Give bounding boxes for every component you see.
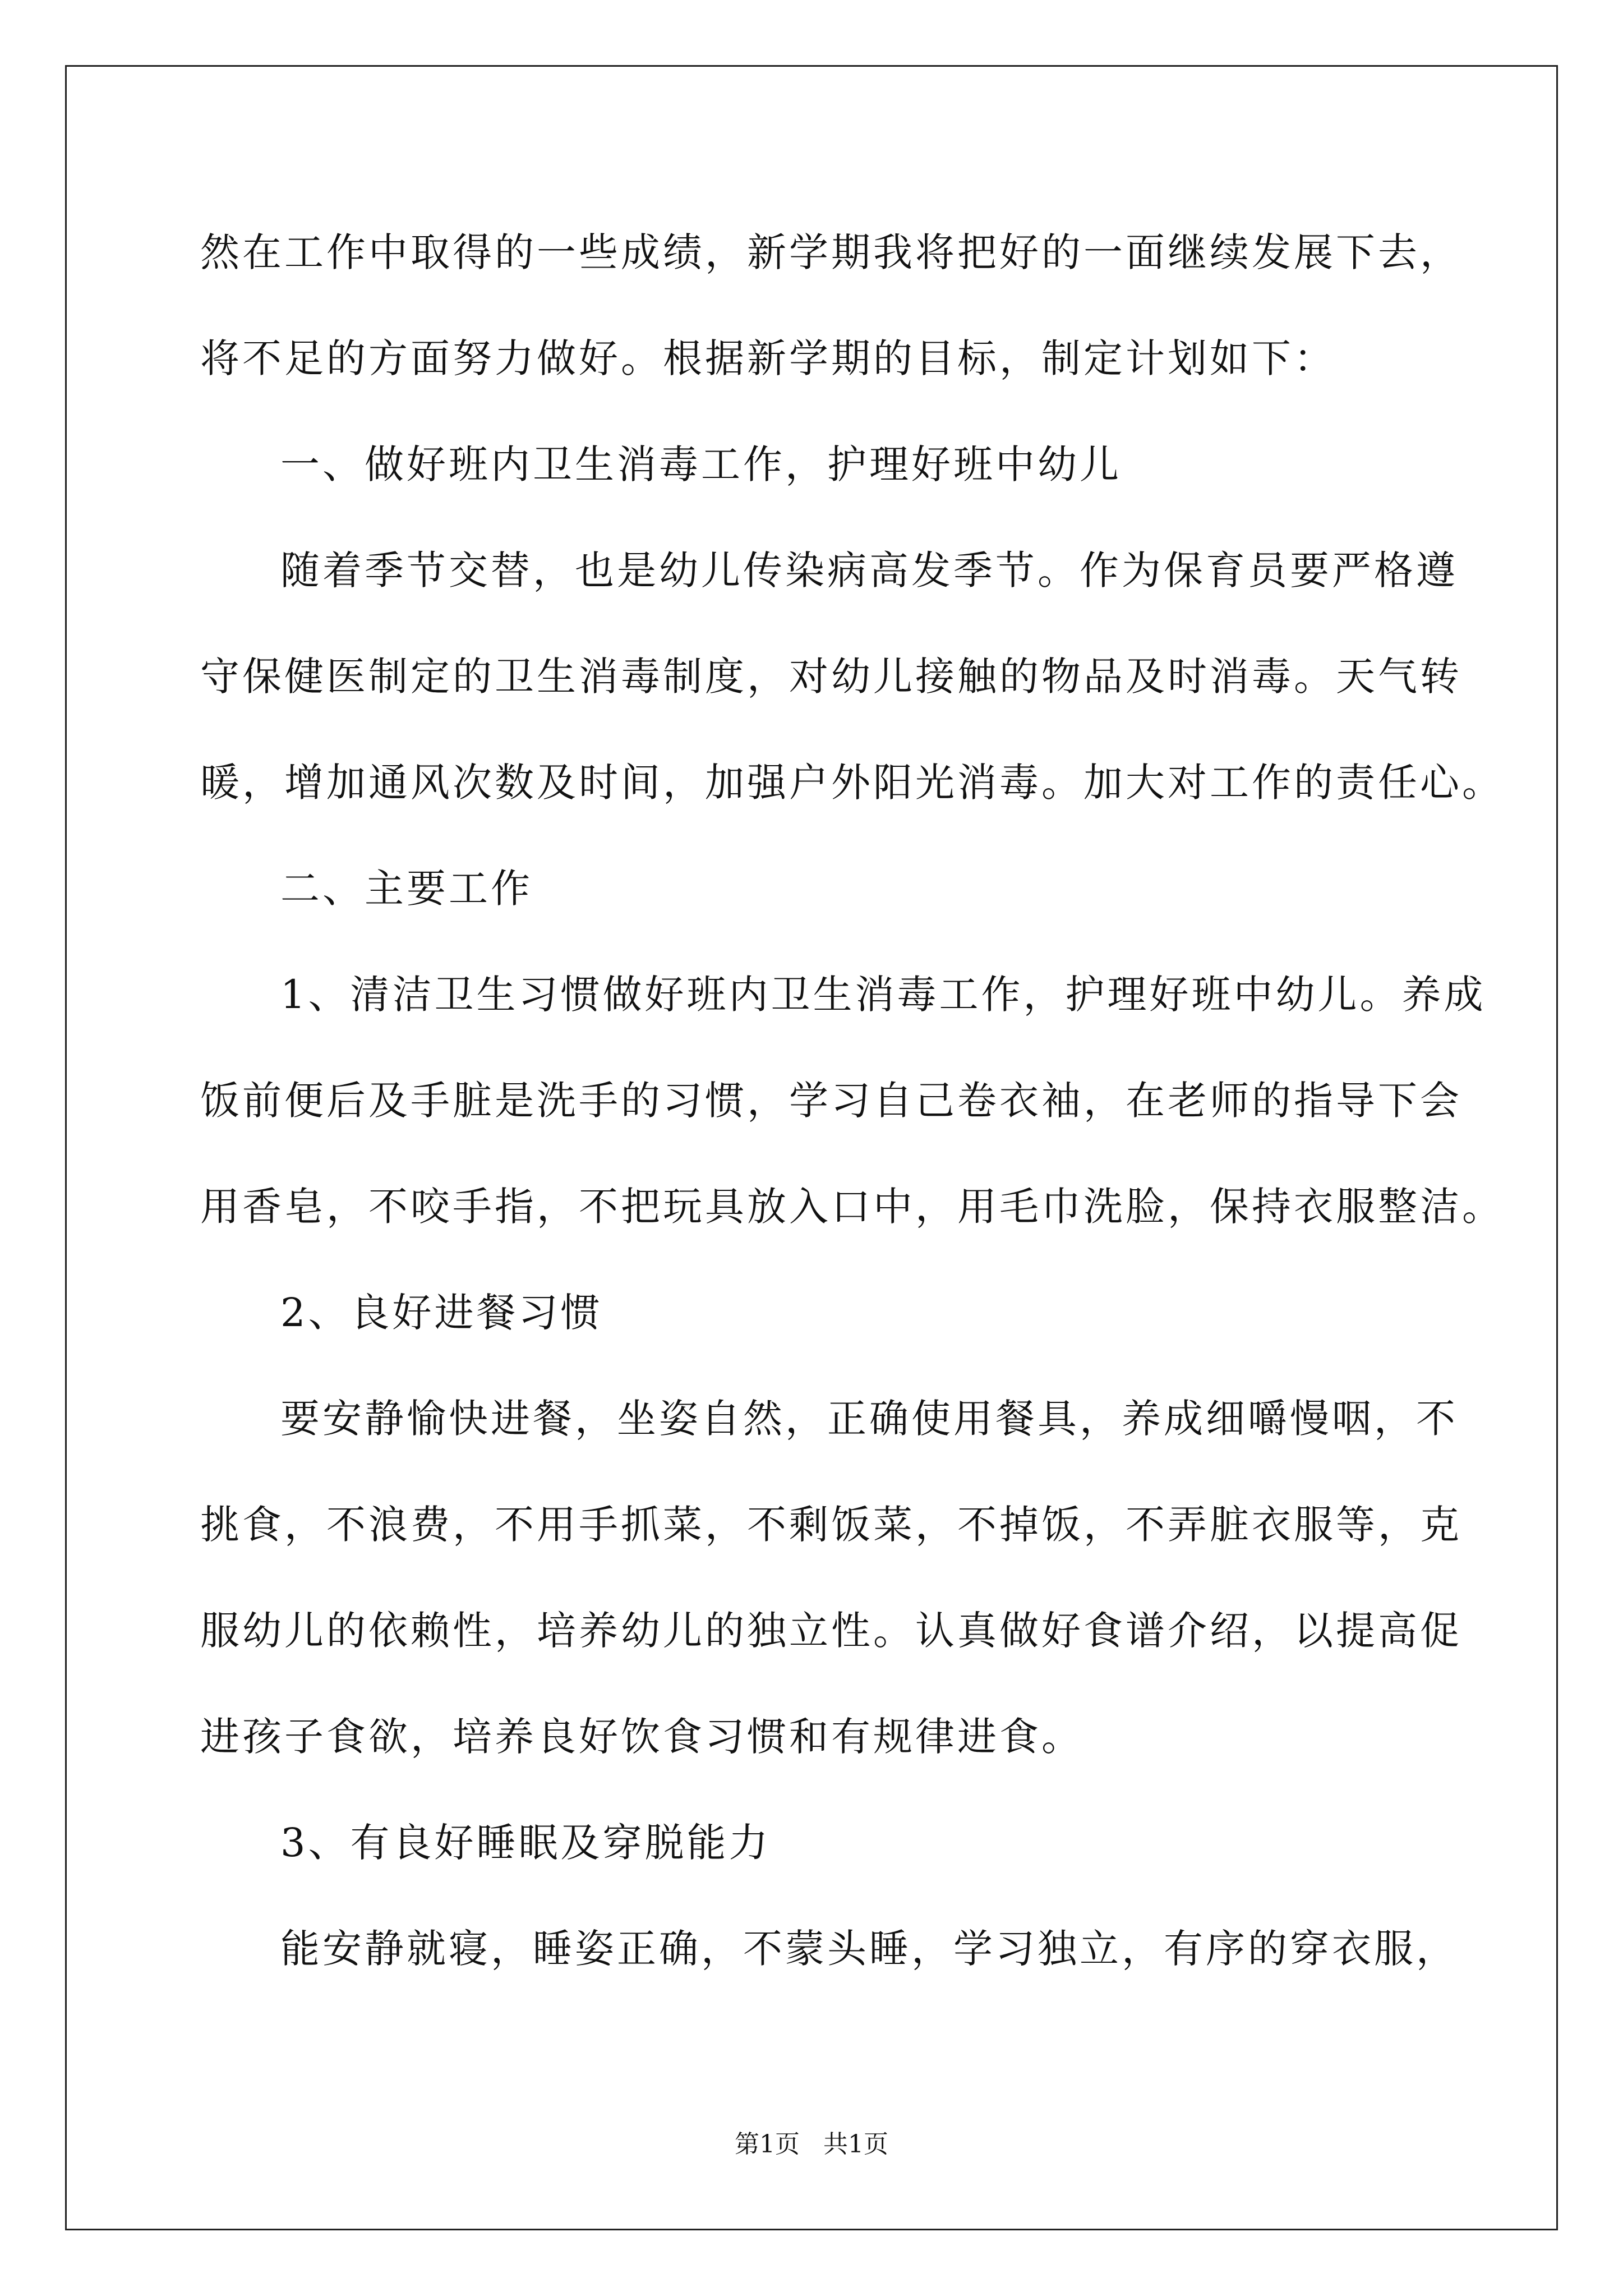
paragraph-first-line: 能安静就寝，睡姿正确，不蒙头睡，学习独立，有序的穿衣服，: [280, 1926, 1458, 1972]
paragraph-first-line: 随着季节交替，也是幼儿传染病高发季节。作为保育员要严格遵: [280, 547, 1458, 593]
section-heading: 一、做好班内卫生消毒工作，护理好班中幼儿: [280, 441, 1122, 487]
subsection-heading: 3、有良好睡眠及穿脱能力: [280, 1820, 771, 1866]
text-line: 服幼儿的依赖性，培养幼儿的独立性。认真做好食谱介绍，以提高促: [200, 1608, 1462, 1654]
text-line: 饭前便后及手脏是洗手的习惯，学习自己卷衣袖，在老师的指导下会: [200, 1078, 1462, 1124]
text-line: 然在工作中取得的一些成绩，新学期我将把好的一面继续发展下去，: [200, 229, 1462, 275]
text-line: 守保健医制定的卫生消毒制度，对幼儿接触的物品及时消毒。天气转: [200, 654, 1462, 700]
text-line: 用香皂，不咬手指，不把玩具放入口中，用毛巾洗脸，保持衣服整洁。: [200, 1184, 1504, 1230]
page-border: [65, 65, 1558, 2230]
section-heading: 二、主要工作: [280, 866, 533, 912]
paragraph-first-line: 要安静愉快进餐，坐姿自然，正确使用餐具，养成细嚼慢咽，不: [280, 1396, 1458, 1442]
text-line: 暖，增加通风次数及时间，加强户外阳光消毒。加大对工作的责任心。: [200, 760, 1504, 806]
paragraph-first-line: 1、清洁卫生习惯做好班内卫生消毒工作，护理好班中幼儿。养成: [280, 972, 1486, 1018]
text-line: 将不足的方面努力做好。根据新学期的目标，制定计划如下：: [200, 335, 1336, 381]
text-line: 进孩子食欲，培养良好饮食习惯和有规律进食。: [200, 1714, 1083, 1760]
subsection-heading: 2、良好进餐习惯: [280, 1290, 603, 1336]
text-line: 挑食，不浪费，不用手抓菜，不剩饭菜，不掉饭，不弄脏衣服等，克: [200, 1502, 1462, 1548]
page-footer: 第1页 共1页: [735, 2130, 888, 2159]
